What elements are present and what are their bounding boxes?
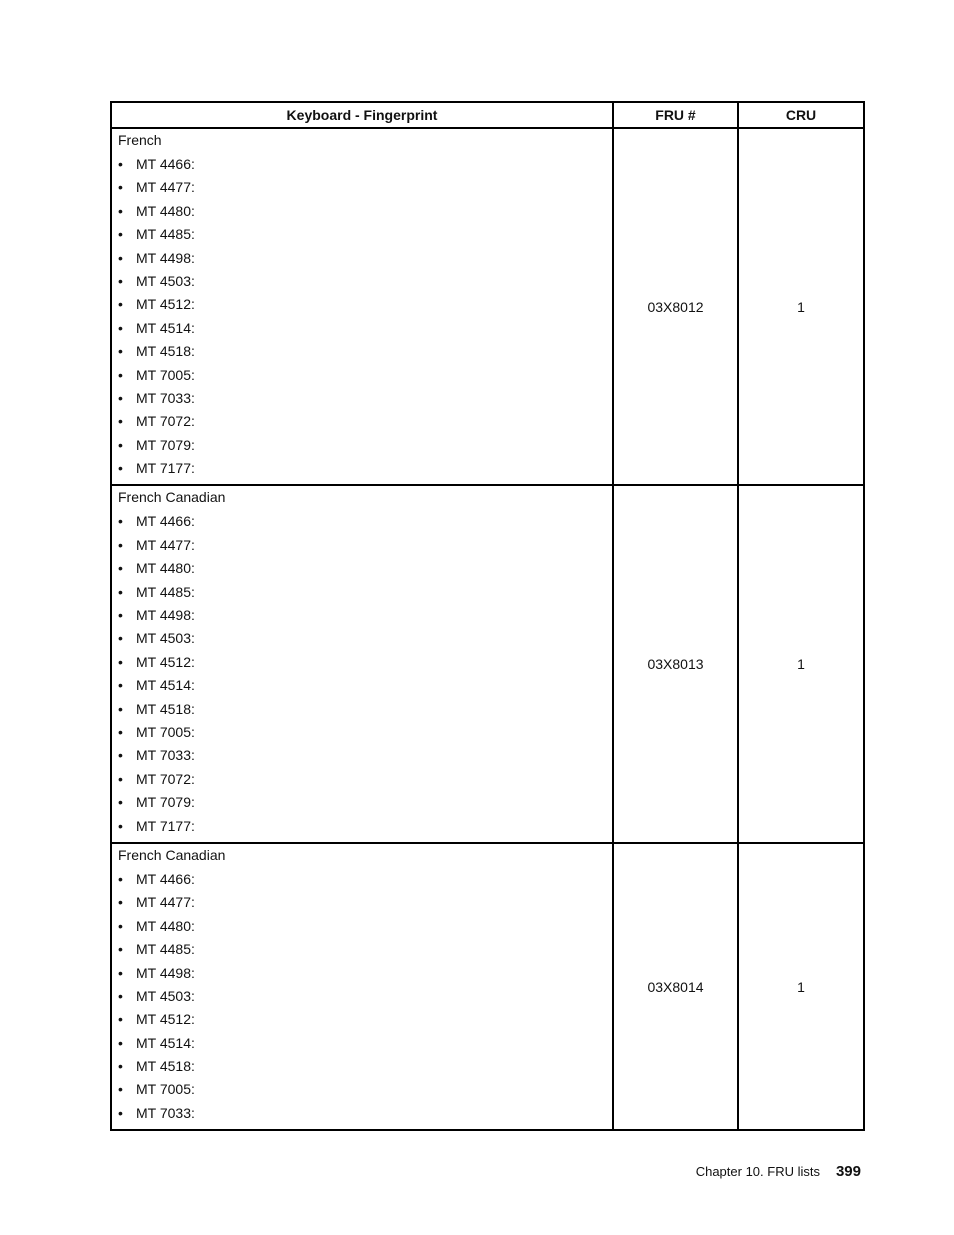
list-item (118, 557, 606, 580)
bullet-icon: • (118, 156, 123, 172)
model-label: MT 4485: (136, 226, 195, 243)
bullet-icon: • (118, 296, 123, 313)
bullet-icon: • (118, 202, 123, 219)
model-label: MT 4512: (136, 296, 195, 313)
list-item (118, 293, 606, 316)
bullet-icon: • (118, 630, 123, 647)
list-item (118, 891, 606, 914)
list-item (118, 364, 606, 387)
list-item (118, 223, 606, 246)
model-label: MT 7177: (136, 817, 195, 834)
bullet-icon: • (118, 460, 123, 477)
bullet-icon: • (118, 560, 123, 577)
bullet-icon: • (118, 941, 123, 958)
list-item (118, 581, 606, 604)
list-item (118, 985, 606, 1008)
model-label: MT 4498: (136, 607, 195, 624)
list-item (118, 1102, 606, 1125)
bullet-icon: • (118, 917, 123, 934)
list-item (118, 1055, 606, 1078)
fru-number-cell: 03X8013 (613, 485, 738, 842)
bullet-icon: • (118, 366, 123, 383)
model-label: MT 4518: (136, 343, 195, 360)
fru-number-cell: 03X8014 (613, 843, 738, 1130)
model-label: MT 4466: (136, 156, 195, 172)
model-label: MT 7005: (136, 723, 195, 740)
list-item (118, 1032, 606, 1055)
bullet-icon: • (118, 1011, 123, 1028)
bullet-icon: • (118, 870, 123, 887)
model-label: MT 4477: (136, 179, 195, 196)
bullet-icon: • (118, 607, 123, 624)
model-list (118, 510, 606, 837)
model-label: MT 4485: (136, 583, 195, 600)
bullet-icon: • (118, 653, 123, 670)
bullet-icon: • (118, 794, 123, 811)
header-fru: FRU # (613, 102, 738, 128)
list-item (118, 768, 606, 791)
model-label: MT 7072: (136, 413, 195, 430)
model-label: MT 4503: (136, 630, 195, 647)
model-label: MT 4480: (136, 560, 195, 577)
bullet-icon: • (118, 319, 123, 336)
table-row (111, 128, 864, 485)
model-label: MT 7079: (136, 436, 195, 453)
table-row (111, 843, 864, 1130)
bullet-icon: • (118, 894, 123, 911)
list-item (118, 153, 606, 176)
list-item (118, 176, 606, 199)
bullet-icon: • (118, 413, 123, 430)
bullet-icon: • (118, 964, 123, 981)
model-label: MT 4514: (136, 319, 195, 336)
table-body (111, 128, 864, 1130)
model-label: MT 7079: (136, 794, 195, 811)
list-item (118, 815, 606, 838)
model-label: MT 4503: (136, 272, 195, 289)
model-label: MT 4485: (136, 941, 195, 958)
bullet-icon: • (118, 179, 123, 196)
model-label: MT 4514: (136, 677, 195, 694)
list-item (118, 270, 606, 293)
model-label: MT 4503: (136, 987, 195, 1004)
bullet-icon: • (118, 1081, 123, 1098)
cru-cell: 1 (738, 128, 864, 485)
list-item (118, 868, 606, 891)
list-item (118, 247, 606, 270)
table-header-row (111, 102, 864, 128)
keyboard-group-title: French Canadian (118, 489, 226, 506)
description-cell (111, 128, 613, 485)
model-label: MT 4498: (136, 249, 195, 266)
model-label: MT 4514: (136, 1034, 195, 1051)
list-item (118, 1078, 606, 1101)
bullet-icon: • (118, 513, 123, 530)
model-label: MT 7033: (136, 1104, 195, 1121)
model-label: MT 4480: (136, 202, 195, 219)
model-label: MT 4477: (136, 536, 195, 553)
fru-table (110, 101, 865, 1131)
chapter-label: Chapter 10. FRU lists (695, 1164, 820, 1179)
header-cru: CRU (738, 102, 864, 128)
model-label: MT 4498: (136, 964, 195, 981)
list-item (118, 698, 606, 721)
bullet-icon: • (118, 536, 123, 553)
bullet-icon: • (118, 817, 123, 834)
bullet-icon: • (118, 272, 123, 289)
bullet-icon: • (118, 677, 123, 694)
bullet-icon: • (118, 700, 123, 717)
list-item (118, 434, 606, 457)
bullet-icon: • (118, 249, 123, 266)
model-label: MT 4477: (136, 894, 195, 911)
list-item (118, 457, 606, 480)
model-label: MT 7177: (136, 460, 195, 477)
model-list (118, 153, 606, 480)
description-cell (111, 485, 613, 842)
fru-number-cell: 03X8012 (613, 128, 738, 485)
model-label: MT 7033: (136, 389, 195, 406)
bullet-icon: • (118, 1034, 123, 1051)
model-label: MT 4512: (136, 1011, 195, 1028)
bullet-icon: • (118, 770, 123, 787)
header-description: Keyboard - Fingerprint (111, 102, 613, 128)
bullet-icon: • (118, 1058, 123, 1075)
model-label: MT 4512: (136, 653, 195, 670)
list-item (118, 744, 606, 767)
list-item (118, 962, 606, 985)
page-number: 399 (835, 1163, 861, 1180)
bullet-icon: • (118, 389, 123, 406)
list-item (118, 651, 606, 674)
list-item (118, 200, 606, 223)
bullet-icon: • (118, 436, 123, 453)
bullet-icon: • (118, 583, 123, 600)
list-item (118, 510, 606, 533)
bullet-icon: • (118, 1104, 123, 1121)
bullet-icon: • (118, 723, 123, 740)
list-item (118, 791, 606, 814)
cru-cell: 1 (738, 485, 864, 842)
list-item (118, 534, 606, 557)
list-item (118, 410, 606, 433)
model-list (118, 868, 606, 1125)
list-item (118, 1008, 606, 1031)
keyboard-group-title: French (118, 132, 162, 148)
list-item (118, 340, 606, 363)
list-item (118, 627, 606, 650)
model-label: MT 4480: (136, 917, 195, 934)
list-item (118, 674, 606, 697)
model-label: MT 4466: (136, 870, 195, 887)
list-item (118, 938, 606, 961)
model-label: MT 4466: (136, 513, 195, 530)
model-label: MT 4518: (136, 700, 195, 717)
keyboard-group-title: French Canadian (118, 846, 226, 863)
model-label: MT 4518: (136, 1058, 195, 1075)
bullet-icon: • (118, 987, 123, 1004)
list-item (118, 387, 606, 410)
list-item (118, 317, 606, 340)
model-label: MT 7005: (136, 1081, 195, 1098)
cru-cell: 1 (738, 843, 864, 1130)
list-item (118, 915, 606, 938)
bullet-icon: • (118, 343, 123, 360)
description-cell (111, 843, 613, 1130)
page-footer (696, 1163, 861, 1180)
list-item (118, 721, 606, 744)
model-label: MT 7033: (136, 747, 195, 764)
list-item (118, 604, 606, 627)
bullet-icon: • (118, 747, 123, 764)
bullet-icon: • (118, 226, 123, 243)
model-label: MT 7005: (136, 366, 195, 383)
model-label: MT 7072: (136, 770, 195, 787)
table-row (111, 485, 864, 842)
